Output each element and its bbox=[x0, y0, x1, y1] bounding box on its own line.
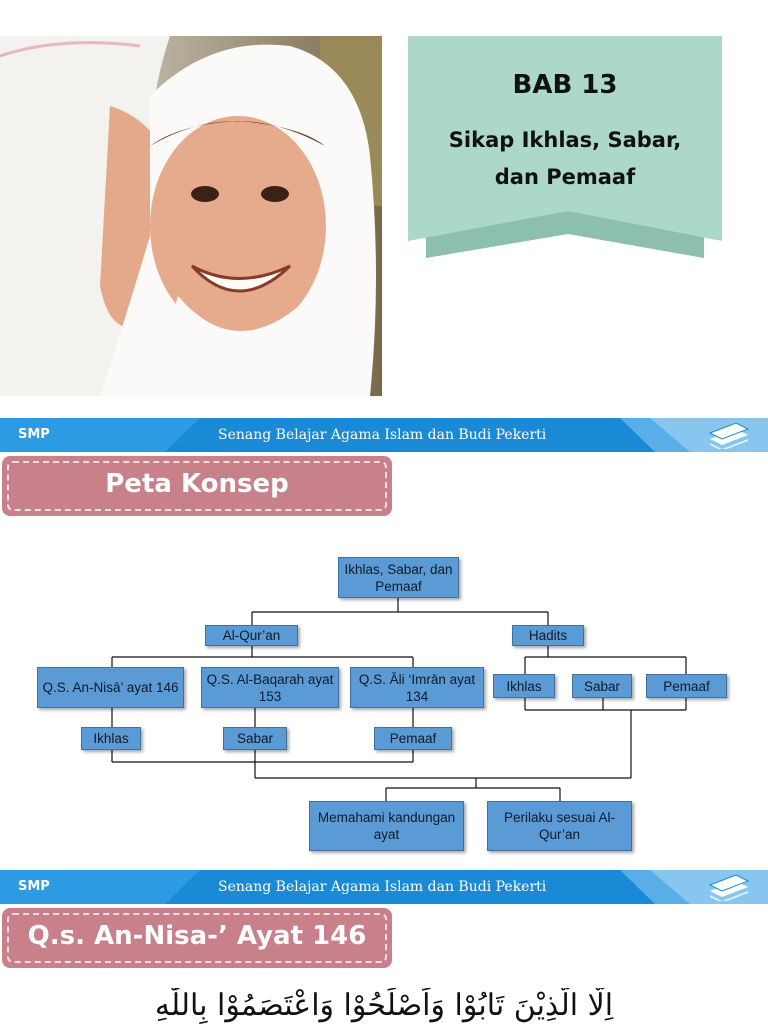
map-quran-node: Al-Qur’an bbox=[205, 625, 298, 646]
map-qs-albaqarah-node: Q.S. Al-Baqarah ayat 153 bbox=[201, 667, 339, 708]
book-title: Senang Belajar Agama Islam dan Budi Pekerti bbox=[218, 879, 547, 895]
book-title: Senang Belajar Agama Islam dan Budi Pekerti bbox=[218, 427, 547, 443]
map-perilaku-node: Perilaku sesuai Al-Qur’an bbox=[487, 801, 632, 851]
map-hadits-node: Hadits bbox=[512, 625, 584, 646]
level-label: SMP bbox=[18, 427, 50, 442]
map-hadits-sabar-node: Sabar bbox=[572, 674, 632, 698]
map-qs-aliimran-node: Q.S. Āli ‘Imrān ayat 134 bbox=[350, 667, 484, 708]
map-memahami-node: Memahami kandungan ayat bbox=[309, 801, 464, 851]
map-qs-annisa-node: Q.S. An-Nisā’ ayat 146 bbox=[37, 667, 184, 708]
section-title: Peta Konsep bbox=[105, 469, 289, 499]
arabic-verse: اِلَّا الَّذِيْنَ تَابُوْا وَاَصْلَحُوْا وَاعْتَصَمُوْا بِاللّٰهِ bbox=[154, 988, 614, 1023]
chapter-subtitle-line2: dan Pemaaf bbox=[494, 165, 636, 189]
chapter-subtitle-line1: Sikap Ikhlas, Sabar, bbox=[448, 128, 682, 152]
map-quran-pemaaf-node: Pemaaf bbox=[374, 727, 452, 750]
map-hadits-ikhlas-node: Ikhlas bbox=[493, 674, 555, 698]
slide-header-2 bbox=[0, 870, 768, 904]
book-stack-icon bbox=[706, 873, 750, 901]
map-hadits-pemaaf-node: Pemaaf bbox=[646, 674, 727, 698]
section-title-3: Q.s. An-Nisa-’ Ayat 146 bbox=[27, 921, 367, 951]
map-quran-ikhlas-node: Ikhlas bbox=[81, 727, 141, 750]
map-quran-sabar-node: Sabar bbox=[223, 727, 287, 750]
level-label: SMP bbox=[18, 879, 50, 894]
chapter-number: BAB 13 bbox=[512, 70, 618, 100]
map-root-node: Ikhlas, Sabar, dan Pemaaf bbox=[338, 557, 459, 598]
section-title-box-3 bbox=[2, 908, 392, 968]
